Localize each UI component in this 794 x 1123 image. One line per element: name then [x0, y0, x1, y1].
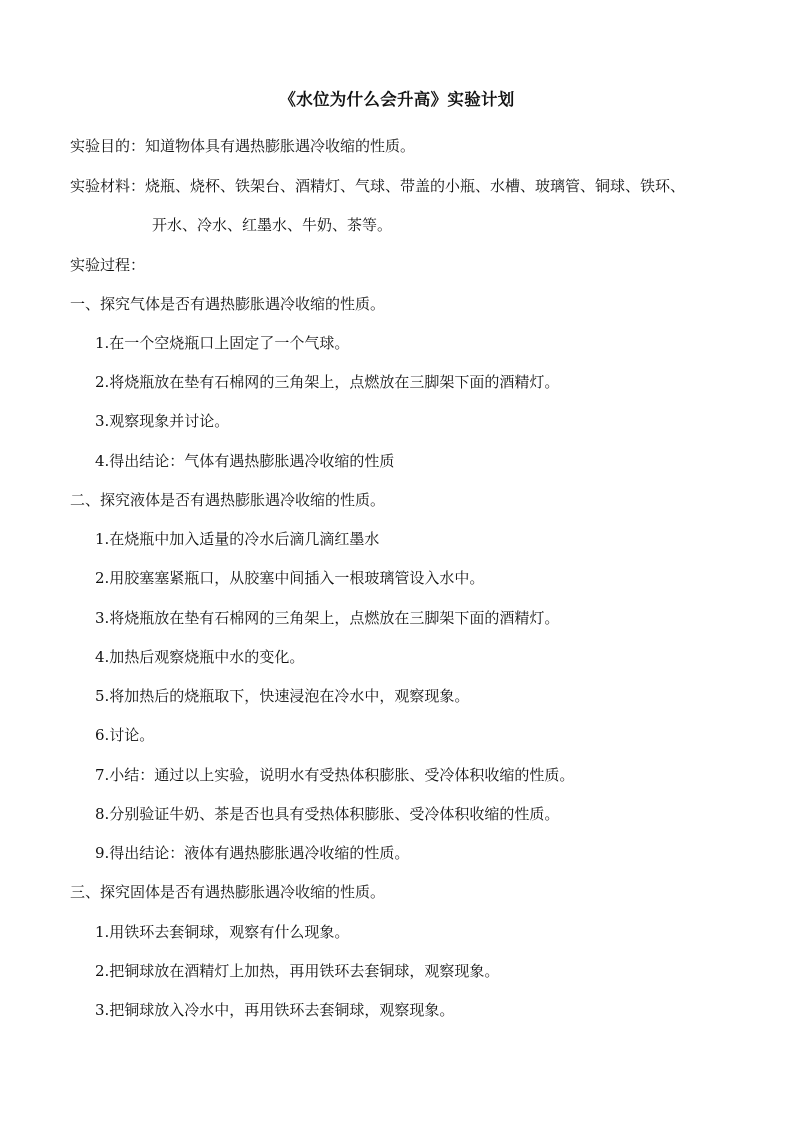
purpose-text: 知道物体具有遇热膨胀遇冷收缩的性质。 [145, 137, 416, 155]
step-item: 2.把铜球放在酒精灯上加热，再用铁环去套铜球，观察现象。 [95, 962, 500, 980]
step-item: 2.用胶塞塞紧瓶口，从胶塞中间插入一根玻璃管设入水中。 [95, 569, 485, 587]
step-item: 4.加热后观察烧瓶中水的变化。 [95, 648, 305, 666]
step-item: 1.在一个空烧瓶口上固定了一个气球。 [95, 334, 350, 352]
section-heading-liquid: 二、探究液体是否有遇热膨胀遇冷收缩的性质。 [70, 491, 386, 509]
step-item: 3.将烧瓶放在垫有石棉网的三角架上，点燃放在三脚架下面的酒精灯。 [95, 609, 560, 627]
step-item: 1.在烧瓶中加入适量的冷水后滴几滴红墨水 [95, 530, 380, 548]
step-item: 9.得出结论：液体有遇热膨胀遇冷收缩的性质。 [95, 844, 410, 862]
step-item: 3.观察现象并讨论。 [95, 412, 230, 430]
section-heading-solid: 三、探究固体是否有遇热膨胀遇冷收缩的性质。 [70, 883, 386, 901]
step-item: 3.把铜球放入冷水中，再用铁环去套铜球，观察现象。 [95, 1001, 455, 1019]
step-item: 1.用铁环去套铜球，观察有什么现象。 [95, 923, 350, 941]
materials-label: 实验材料： [70, 177, 146, 195]
purpose-label: 实验目的： [70, 137, 146, 155]
materials-text-line1: 烧瓶、烧杯、铁架台、酒精灯、气球、带盖的小瓶、水槽、玻璃管、铜球、铁环、 [145, 177, 686, 195]
step-item: 2.将烧瓶放在垫有石棉网的三角架上，点燃放在三脚架下面的酒精灯。 [95, 373, 560, 391]
materials-line [70, 175, 685, 197]
step-item: 5.将加热后的烧瓶取下，快速浸泡在冷水中，观察现象。 [95, 687, 470, 705]
step-item: 7.小结：通过以上实验，说明水有受热体积膨胀、受冷体积收缩的性质。 [95, 766, 575, 784]
process-label: 实验过程： [70, 256, 146, 274]
section-heading-gas: 一、探究气体是否有遇热膨胀遇冷收缩的性质。 [70, 295, 386, 313]
step-item: 8.分别验证牛奶、茶是否也具有受热体积膨胀、受冷体积收缩的性质。 [95, 805, 560, 823]
document-title: 《水位为什么会升高》实验计划 [279, 90, 515, 109]
step-item: 6.讨论。 [95, 726, 155, 744]
materials-text-line2: 开水、冷水、红墨水、牛奶、茶等。 [152, 216, 393, 234]
purpose-line [70, 135, 415, 157]
step-item: 4.得出结论：气体有遇热膨胀遇冷收缩的性质 [95, 452, 395, 470]
